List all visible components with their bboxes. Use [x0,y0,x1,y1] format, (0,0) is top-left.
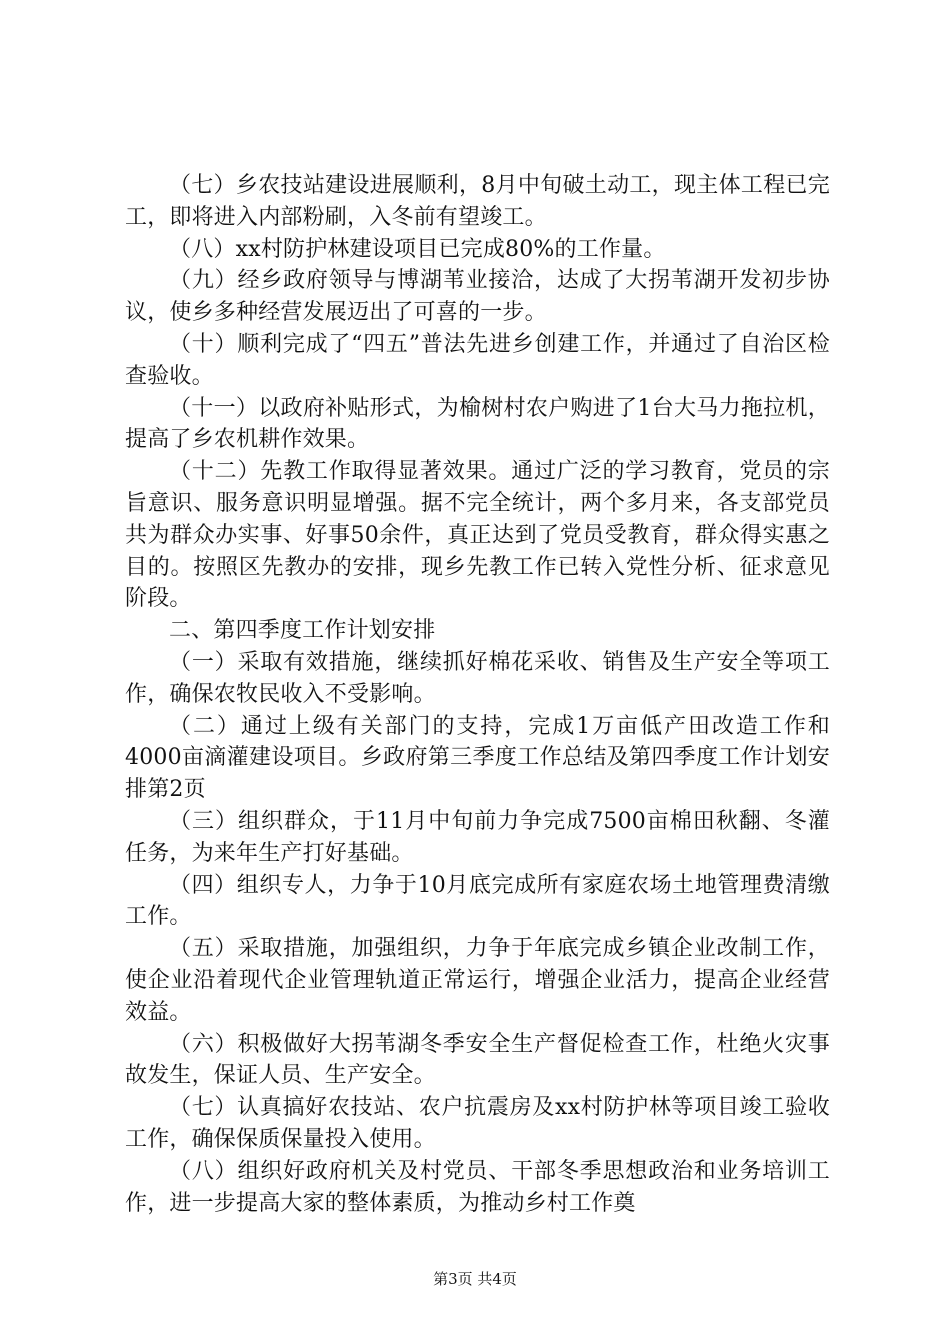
section-heading: 二、第四季度工作计划安排 [169,618,436,644]
paragraph: （十二）先教工作取得显著效果。通过广泛的学习教育，党员的宗旨意识、服务意识明显增强。据不完全统计，两个多月来，各支部党员共为群众办实事、好事50余件，真正达到了党员受教育，群众得实惠之目的。按照区先教办的安排，现乡先教工作已转入党性分析、征求意见阶段。 [125,459,830,612]
paragraph: （二）通过上级有关部门的支持，完成1万亩低产田改造工作和4000亩滴灌建设项目。乡政府第三季度工作总结及第四季度工作计划安排第2页 [125,713,830,803]
paragraph: （八）组织好政府机关及村党员、干部冬季思想政治和业务培训工作，进一步提高大家的整体素质，为推动乡村工作奠 [125,1158,830,1216]
paragraph: （七）乡农技站建设进展顺利，8月中旬破土动工，现主体工程已完工，即将进入内部粉刷，入冬前有望竣工。 [125,173,830,230]
paragraph: （一）采取有效措施，继续抓好棉花采收、销售及生产安全等项工作，确保农牧民收入不受影响。 [125,649,830,707]
paragraph: （十）顺利完成了“四五”普法先进乡创建工作，并通过了自治区检查验收。 [125,331,830,389]
document-body [125,170,830,1219]
paragraph: （三）组织群众，于11月中旬前力争完成7500亩棉田秋翻、冬灌任务，为来年生产打好基础。 [125,808,830,866]
paragraph: （九）经乡政府领导与博湖苇业接洽，达成了大拐苇湖开发初步协议，使乡多种经营发展迈出了可喜的一步。 [125,268,830,326]
paragraph: （十一）以政府补贴形式，为榆树村农户购进了1台大马力拖拉机，提高了乡农机耕作效果。 [125,395,830,453]
paragraph: （四）组织专人，力争于10月底完成所有家庭农场土地管理费清缴工作。 [125,872,830,930]
paragraph: （五）采取措施，加强组织，力争于年底完成乡镇企业改制工作，使企业沿着现代企业管理轨道正常运行，增强企业活力，提高企业经营效益。 [125,936,830,1025]
paragraph: （八）xx村防护林建设项目已完成80%的工作量。 [169,236,666,262]
page-footer: 第3页 共4页 [433,1270,517,1288]
paragraph: （七）认真搞好农技站、农户抗震房及xx村防护林等项目竣工验收工作，确保保质保量投入使用。 [125,1095,830,1152]
paragraph: （六）积极做好大拐苇湖冬季安全生产督促检查工作，杜绝火灾事故发生，保证人员、生产安全。 [125,1031,830,1089]
